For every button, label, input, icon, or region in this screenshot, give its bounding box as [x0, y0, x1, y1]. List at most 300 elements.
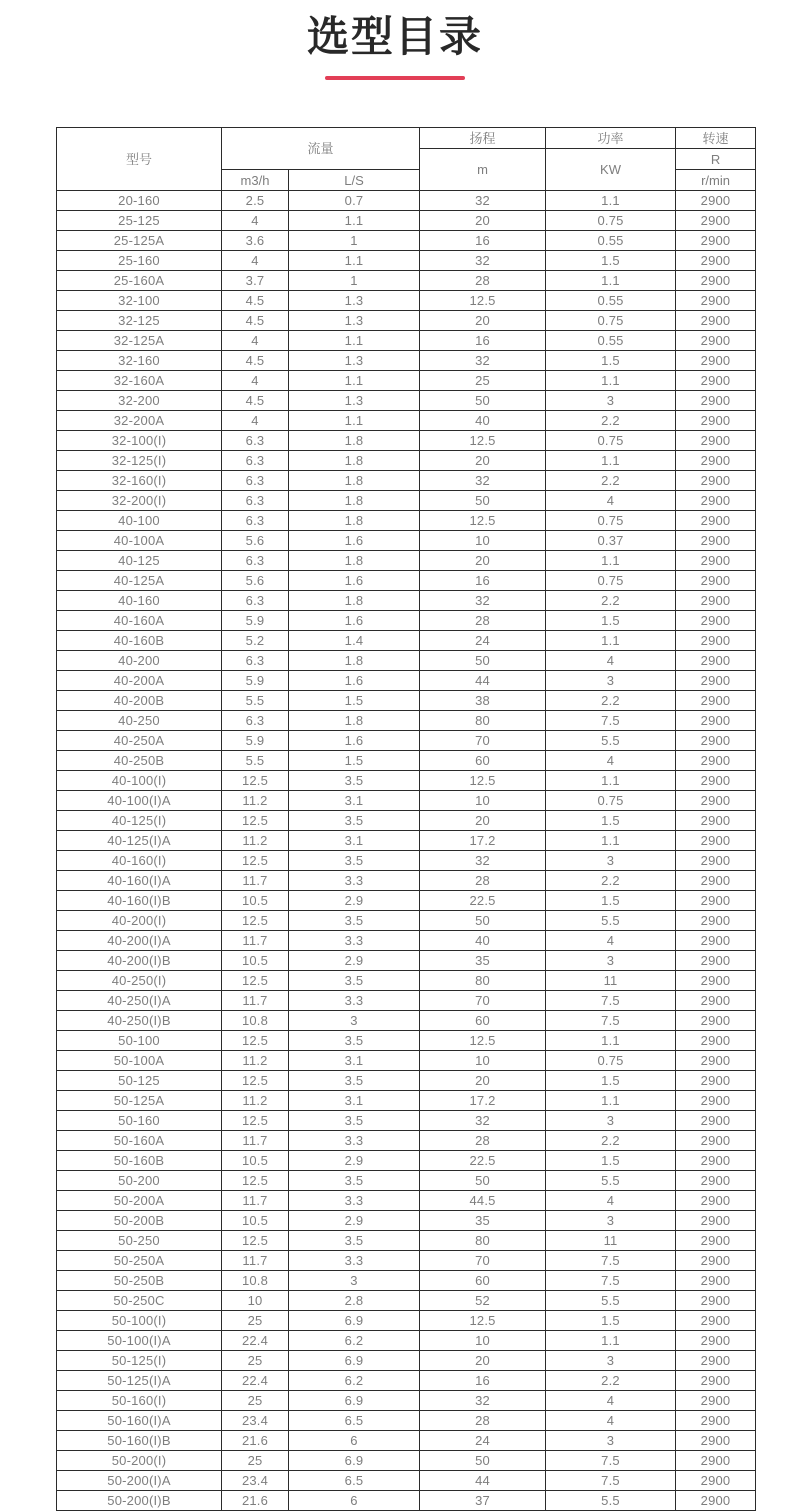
cell-speed-rpm: 2900 [676, 1311, 756, 1331]
cell-flow-m3h: 6.3 [222, 491, 289, 511]
cell-head-m: 20 [420, 551, 546, 571]
cell-head-m: 70 [420, 991, 546, 1011]
cell-speed-rpm: 2900 [676, 391, 756, 411]
cell-flow-m3h: 11.2 [222, 1091, 289, 1111]
cell-power-kw: 7.5 [546, 1011, 676, 1031]
cell-flow-m3h: 21.6 [222, 1491, 289, 1511]
cell-speed-rpm: 2900 [676, 1411, 756, 1431]
table-row [57, 1451, 756, 1471]
cell-flow-ls: 3.3 [289, 1131, 420, 1151]
cell-speed-rpm: 2900 [676, 711, 756, 731]
cell-head-m: 28 [420, 1131, 546, 1151]
cell-speed-rpm: 2900 [676, 1151, 756, 1171]
cell-head-m: 16 [420, 231, 546, 251]
cell-flow-ls: 3.3 [289, 1251, 420, 1271]
page-title: 选型目录 [306, 13, 483, 60]
cell-power-kw: 4 [546, 931, 676, 951]
cell-flow-m3h: 2.5 [222, 191, 289, 211]
table-row [57, 731, 756, 751]
cell-power-kw: 0.75 [546, 1051, 676, 1071]
cell-power-kw: 11 [546, 1231, 676, 1251]
cell-model: 40-250B [57, 751, 222, 771]
cell-speed-rpm: 2900 [676, 1451, 756, 1471]
cell-flow-m3h: 5.6 [222, 571, 289, 591]
cell-flow-m3h: 5.5 [222, 751, 289, 771]
cell-head-m: 20 [420, 451, 546, 471]
cell-flow-ls: 3.5 [289, 911, 420, 931]
cell-flow-ls: 3.5 [289, 771, 420, 791]
table-row [57, 851, 756, 871]
cell-speed-rpm: 2900 [676, 631, 756, 651]
cell-model: 50-160(I) [57, 1391, 222, 1411]
cell-flow-ls: 1.1 [289, 251, 420, 271]
table-row [57, 911, 756, 931]
cell-flow-ls: 2.9 [289, 951, 420, 971]
cell-head-m: 70 [420, 731, 546, 751]
cell-head-m: 12.5 [420, 771, 546, 791]
header-power: 功率 [546, 128, 676, 149]
table-row [57, 631, 756, 651]
cell-power-kw: 4 [546, 491, 676, 511]
cell-model: 32-125A [57, 331, 222, 351]
cell-flow-ls: 3.1 [289, 1051, 420, 1071]
table-row [57, 791, 756, 811]
cell-head-m: 22.5 [420, 891, 546, 911]
cell-power-kw: 1.1 [546, 771, 676, 791]
cell-flow-m3h: 4.5 [222, 391, 289, 411]
table-row [57, 1271, 756, 1291]
cell-flow-ls: 1.6 [289, 671, 420, 691]
cell-model: 32-160 [57, 351, 222, 371]
cell-model: 50-250 [57, 1231, 222, 1251]
cell-head-m: 32 [420, 1391, 546, 1411]
cell-head-m: 10 [420, 1051, 546, 1071]
cell-flow-m3h: 12.5 [222, 851, 289, 871]
cell-model: 32-125(I) [57, 451, 222, 471]
cell-flow-ls: 1.8 [289, 711, 420, 731]
cell-flow-ls: 1.6 [289, 611, 420, 631]
cell-flow-ls: 6 [289, 1431, 420, 1451]
cell-speed-rpm: 2900 [676, 1191, 756, 1211]
cell-speed-rpm: 2900 [676, 451, 756, 471]
table-row [57, 971, 756, 991]
cell-flow-m3h: 4 [222, 411, 289, 431]
cell-flow-m3h: 23.4 [222, 1411, 289, 1431]
cell-power-kw: 1.5 [546, 811, 676, 831]
table-row [57, 371, 756, 391]
cell-speed-rpm: 2900 [676, 1071, 756, 1091]
cell-flow-ls: 6.9 [289, 1391, 420, 1411]
cell-speed-rpm: 2900 [676, 1171, 756, 1191]
cell-head-m: 80 [420, 971, 546, 991]
cell-head-m: 10 [420, 531, 546, 551]
cell-head-m: 37 [420, 1491, 546, 1511]
cell-model: 50-250B [57, 1271, 222, 1291]
cell-speed-rpm: 2900 [676, 591, 756, 611]
table-row [57, 451, 756, 471]
cell-model: 40-200A [57, 671, 222, 691]
cell-head-m: 20 [420, 1071, 546, 1091]
cell-flow-m3h: 6.3 [222, 711, 289, 731]
cell-power-kw: 2.2 [546, 471, 676, 491]
cell-flow-m3h: 21.6 [222, 1431, 289, 1451]
cell-speed-rpm: 2900 [676, 831, 756, 851]
cell-model: 25-160A [57, 271, 222, 291]
cell-head-m: 17.2 [420, 831, 546, 851]
cell-flow-ls: 6.5 [289, 1411, 420, 1431]
cell-flow-ls: 3.1 [289, 831, 420, 851]
cell-speed-rpm: 2900 [676, 1351, 756, 1371]
cell-flow-m3h: 22.4 [222, 1331, 289, 1351]
cell-speed-rpm: 2900 [676, 871, 756, 891]
cell-flow-ls: 1 [289, 231, 420, 251]
cell-model: 50-200 [57, 1171, 222, 1191]
cell-flow-ls: 6.5 [289, 1471, 420, 1491]
cell-speed-rpm: 2900 [676, 691, 756, 711]
cell-speed-rpm: 2900 [676, 1391, 756, 1411]
table-row [57, 411, 756, 431]
cell-model: 40-160B [57, 631, 222, 651]
cell-model: 40-160(I)A [57, 871, 222, 891]
header-speed-r: R [676, 149, 756, 170]
cell-model: 40-100(I) [57, 771, 222, 791]
cell-model: 50-125 [57, 1071, 222, 1091]
cell-flow-m3h: 5.9 [222, 611, 289, 631]
cell-model: 40-160A [57, 611, 222, 631]
cell-flow-m3h: 6.3 [222, 591, 289, 611]
cell-model: 40-250 [57, 711, 222, 731]
cell-flow-m3h: 12.5 [222, 1171, 289, 1191]
cell-head-m: 44 [420, 1471, 546, 1491]
cell-head-m: 12.5 [420, 1031, 546, 1051]
cell-flow-m3h: 6.3 [222, 651, 289, 671]
cell-speed-rpm: 2900 [676, 851, 756, 871]
cell-power-kw: 1.1 [546, 1031, 676, 1051]
cell-flow-ls: 2.8 [289, 1291, 420, 1311]
cell-model: 50-250A [57, 1251, 222, 1271]
table-header [57, 128, 756, 191]
table-row [57, 871, 756, 891]
cell-power-kw: 1.5 [546, 611, 676, 631]
table-row [57, 1051, 756, 1071]
cell-power-kw: 1.5 [546, 1311, 676, 1331]
cell-speed-rpm: 2900 [676, 1091, 756, 1111]
cell-flow-m3h: 4 [222, 331, 289, 351]
cell-speed-rpm: 2900 [676, 991, 756, 1011]
table-row [57, 591, 756, 611]
cell-speed-rpm: 2900 [676, 651, 756, 671]
cell-flow-ls: 1.3 [289, 291, 420, 311]
cell-head-m: 60 [420, 1011, 546, 1031]
cell-flow-ls: 3.3 [289, 1191, 420, 1211]
cell-speed-rpm: 2900 [676, 271, 756, 291]
table-row [57, 291, 756, 311]
cell-speed-rpm: 2900 [676, 1111, 756, 1131]
cell-flow-ls: 2.9 [289, 1151, 420, 1171]
cell-model: 25-160 [57, 251, 222, 271]
cell-speed-rpm: 2900 [676, 971, 756, 991]
cell-power-kw: 0.75 [546, 311, 676, 331]
cell-speed-rpm: 2900 [676, 1031, 756, 1051]
cell-flow-m3h: 5.9 [222, 671, 289, 691]
cell-head-m: 28 [420, 1411, 546, 1431]
cell-model: 32-160A [57, 371, 222, 391]
cell-power-kw: 3 [546, 391, 676, 411]
cell-flow-m3h: 11.7 [222, 1131, 289, 1151]
cell-head-m: 32 [420, 851, 546, 871]
cell-head-m: 10 [420, 791, 546, 811]
cell-speed-rpm: 2900 [676, 751, 756, 771]
cell-flow-m3h: 4 [222, 211, 289, 231]
table-row [57, 831, 756, 851]
table-row [57, 951, 756, 971]
cell-model: 40-100 [57, 511, 222, 531]
table-row [57, 651, 756, 671]
cell-model: 50-100(I)A [57, 1331, 222, 1351]
cell-power-kw: 1.1 [546, 371, 676, 391]
cell-head-m: 44.5 [420, 1191, 546, 1211]
cell-head-m: 24 [420, 631, 546, 651]
cell-model: 40-200(I) [57, 911, 222, 931]
cell-model: 20-160 [57, 191, 222, 211]
table-row [57, 691, 756, 711]
cell-flow-ls: 3 [289, 1011, 420, 1031]
cell-flow-m3h: 5.9 [222, 731, 289, 751]
cell-head-m: 38 [420, 691, 546, 711]
cell-power-kw: 7.5 [546, 1471, 676, 1491]
cell-power-kw: 1.5 [546, 1071, 676, 1091]
cell-flow-m3h: 5.2 [222, 631, 289, 651]
table-row [57, 991, 756, 1011]
cell-model: 40-250(I)B [57, 1011, 222, 1031]
cell-flow-m3h: 12.5 [222, 971, 289, 991]
table-row [57, 211, 756, 231]
cell-flow-ls: 1.3 [289, 311, 420, 331]
cell-power-kw: 0.55 [546, 231, 676, 251]
header-model: 型号 [57, 128, 222, 191]
cell-power-kw: 4 [546, 1191, 676, 1211]
cell-speed-rpm: 2900 [676, 1231, 756, 1251]
cell-speed-rpm: 2900 [676, 1491, 756, 1511]
cell-speed-rpm: 2900 [676, 531, 756, 551]
cell-head-m: 44 [420, 671, 546, 691]
cell-power-kw: 3 [546, 1431, 676, 1451]
table-row [57, 1351, 756, 1371]
table-row [57, 1231, 756, 1251]
cell-head-m: 40 [420, 931, 546, 951]
cell-power-kw: 1.1 [546, 631, 676, 651]
cell-flow-ls: 3.5 [289, 1071, 420, 1091]
cell-model: 50-160(I)A [57, 1411, 222, 1431]
cell-model: 25-125 [57, 211, 222, 231]
cell-flow-ls: 3.3 [289, 931, 420, 951]
cell-power-kw: 2.2 [546, 1371, 676, 1391]
cell-flow-ls: 3.1 [289, 1091, 420, 1111]
table-row [57, 351, 756, 371]
header-head-unit: m [420, 149, 546, 191]
cell-model: 50-200(I)A [57, 1471, 222, 1491]
cell-flow-ls: 1.5 [289, 691, 420, 711]
cell-power-kw: 1.5 [546, 251, 676, 271]
cell-speed-rpm: 2900 [676, 411, 756, 431]
cell-power-kw: 5.5 [546, 911, 676, 931]
selection-catalog-table [56, 127, 756, 1511]
cell-model: 50-200B [57, 1211, 222, 1231]
cell-speed-rpm: 2900 [676, 371, 756, 391]
cell-flow-ls: 1.8 [289, 431, 420, 451]
table-row [57, 571, 756, 591]
cell-head-m: 20 [420, 311, 546, 331]
cell-head-m: 60 [420, 1271, 546, 1291]
table-row [57, 331, 756, 351]
cell-flow-m3h: 12.5 [222, 811, 289, 831]
cell-flow-m3h: 12.5 [222, 1231, 289, 1251]
cell-power-kw: 3 [546, 671, 676, 691]
cell-head-m: 80 [420, 711, 546, 731]
cell-head-m: 28 [420, 611, 546, 631]
header-head: 扬程 [420, 128, 546, 149]
cell-speed-rpm: 2900 [676, 291, 756, 311]
cell-flow-m3h: 25 [222, 1391, 289, 1411]
cell-speed-rpm: 2900 [676, 1331, 756, 1351]
header-speed: 转速 [676, 128, 756, 149]
cell-model: 32-100(I) [57, 431, 222, 451]
cell-speed-rpm: 2900 [676, 1131, 756, 1151]
cell-flow-m3h: 12.5 [222, 771, 289, 791]
cell-model: 32-100 [57, 291, 222, 311]
cell-power-kw: 1.1 [546, 1331, 676, 1351]
cell-head-m: 32 [420, 191, 546, 211]
cell-speed-rpm: 2900 [676, 351, 756, 371]
cell-power-kw: 4 [546, 1411, 676, 1431]
cell-flow-m3h: 3.7 [222, 271, 289, 291]
table-row [57, 771, 756, 791]
cell-flow-m3h: 5.5 [222, 691, 289, 711]
cell-power-kw: 7.5 [546, 991, 676, 1011]
table-row [57, 1391, 756, 1411]
cell-speed-rpm: 2900 [676, 511, 756, 531]
cell-flow-m3h: 11.2 [222, 791, 289, 811]
cell-speed-rpm: 2900 [676, 771, 756, 791]
cell-flow-ls: 1.6 [289, 531, 420, 551]
cell-power-kw: 11 [546, 971, 676, 991]
cell-flow-ls: 1.5 [289, 751, 420, 771]
header-flow: 流量 [222, 128, 420, 170]
table-row [57, 1311, 756, 1331]
cell-head-m: 16 [420, 1371, 546, 1391]
cell-flow-m3h: 4 [222, 251, 289, 271]
cell-speed-rpm: 2900 [676, 1051, 756, 1071]
cell-flow-ls: 1.8 [289, 511, 420, 531]
cell-model: 40-250(I)A [57, 991, 222, 1011]
cell-power-kw: 1.1 [546, 551, 676, 571]
cell-power-kw: 0.75 [546, 571, 676, 591]
cell-speed-rpm: 2900 [676, 1011, 756, 1031]
cell-flow-m3h: 12.5 [222, 1111, 289, 1131]
cell-flow-ls: 3.5 [289, 1171, 420, 1191]
cell-head-m: 50 [420, 1451, 546, 1471]
table-row [57, 1011, 756, 1031]
cell-head-m: 20 [420, 211, 546, 231]
cell-flow-m3h: 6.3 [222, 451, 289, 471]
cell-speed-rpm: 2900 [676, 1471, 756, 1491]
table-row [57, 511, 756, 531]
cell-flow-m3h: 10.5 [222, 951, 289, 971]
cell-head-m: 10 [420, 1331, 546, 1351]
cell-head-m: 24 [420, 1431, 546, 1451]
cell-power-kw: 3 [546, 851, 676, 871]
cell-model: 50-160 [57, 1111, 222, 1131]
cell-flow-ls: 1.3 [289, 391, 420, 411]
cell-speed-rpm: 2900 [676, 571, 756, 591]
cell-model: 50-200A [57, 1191, 222, 1211]
cell-model: 32-160(I) [57, 471, 222, 491]
cell-power-kw: 2.2 [546, 691, 676, 711]
cell-flow-ls: 6.9 [289, 1451, 420, 1471]
cell-flow-ls: 6.2 [289, 1331, 420, 1351]
cell-model: 25-125A [57, 231, 222, 251]
cell-model: 40-160(I)B [57, 891, 222, 911]
cell-power-kw: 4 [546, 1391, 676, 1411]
cell-model: 50-125(I) [57, 1351, 222, 1371]
title-divider-line [325, 76, 465, 80]
cell-head-m: 80 [420, 1231, 546, 1251]
cell-model: 40-125 [57, 551, 222, 571]
cell-power-kw: 3 [546, 1211, 676, 1231]
cell-power-kw: 1.1 [546, 191, 676, 211]
cell-model: 50-100A [57, 1051, 222, 1071]
cell-head-m: 70 [420, 1251, 546, 1271]
cell-head-m: 22.5 [420, 1151, 546, 1171]
cell-power-kw: 5.5 [546, 1491, 676, 1511]
cell-speed-rpm: 2900 [676, 671, 756, 691]
cell-model: 50-160B [57, 1151, 222, 1171]
cell-power-kw: 1.1 [546, 1091, 676, 1111]
cell-flow-m3h: 10.5 [222, 1211, 289, 1231]
cell-head-m: 28 [420, 871, 546, 891]
cell-flow-m3h: 10.8 [222, 1011, 289, 1031]
cell-model: 40-160 [57, 591, 222, 611]
cell-power-kw: 1.5 [546, 351, 676, 371]
cell-flow-ls: 1.8 [289, 451, 420, 471]
cell-head-m: 28 [420, 271, 546, 291]
cell-head-m: 20 [420, 1351, 546, 1371]
table-row [57, 271, 756, 291]
cell-power-kw: 1.1 [546, 271, 676, 291]
cell-model: 40-200(I)B [57, 951, 222, 971]
cell-model: 40-200(I)A [57, 931, 222, 951]
cell-flow-ls: 2.9 [289, 891, 420, 911]
cell-model: 50-125A [57, 1091, 222, 1111]
cell-flow-m3h: 23.4 [222, 1471, 289, 1491]
cell-power-kw: 1.5 [546, 1151, 676, 1171]
cell-head-m: 12.5 [420, 291, 546, 311]
cell-flow-m3h: 6.3 [222, 511, 289, 531]
cell-flow-ls: 6.2 [289, 1371, 420, 1391]
cell-head-m: 50 [420, 1171, 546, 1191]
cell-power-kw: 3 [546, 1111, 676, 1131]
cell-flow-m3h: 6.3 [222, 551, 289, 571]
cell-flow-ls: 3.5 [289, 1031, 420, 1051]
cell-speed-rpm: 2900 [676, 471, 756, 491]
cell-flow-m3h: 12.5 [222, 911, 289, 931]
cell-power-kw: 1.5 [546, 891, 676, 911]
table-row [57, 431, 756, 451]
cell-speed-rpm: 2900 [676, 611, 756, 631]
table-row [57, 611, 756, 631]
cell-power-kw: 3 [546, 951, 676, 971]
cell-flow-m3h: 12.5 [222, 1031, 289, 1051]
